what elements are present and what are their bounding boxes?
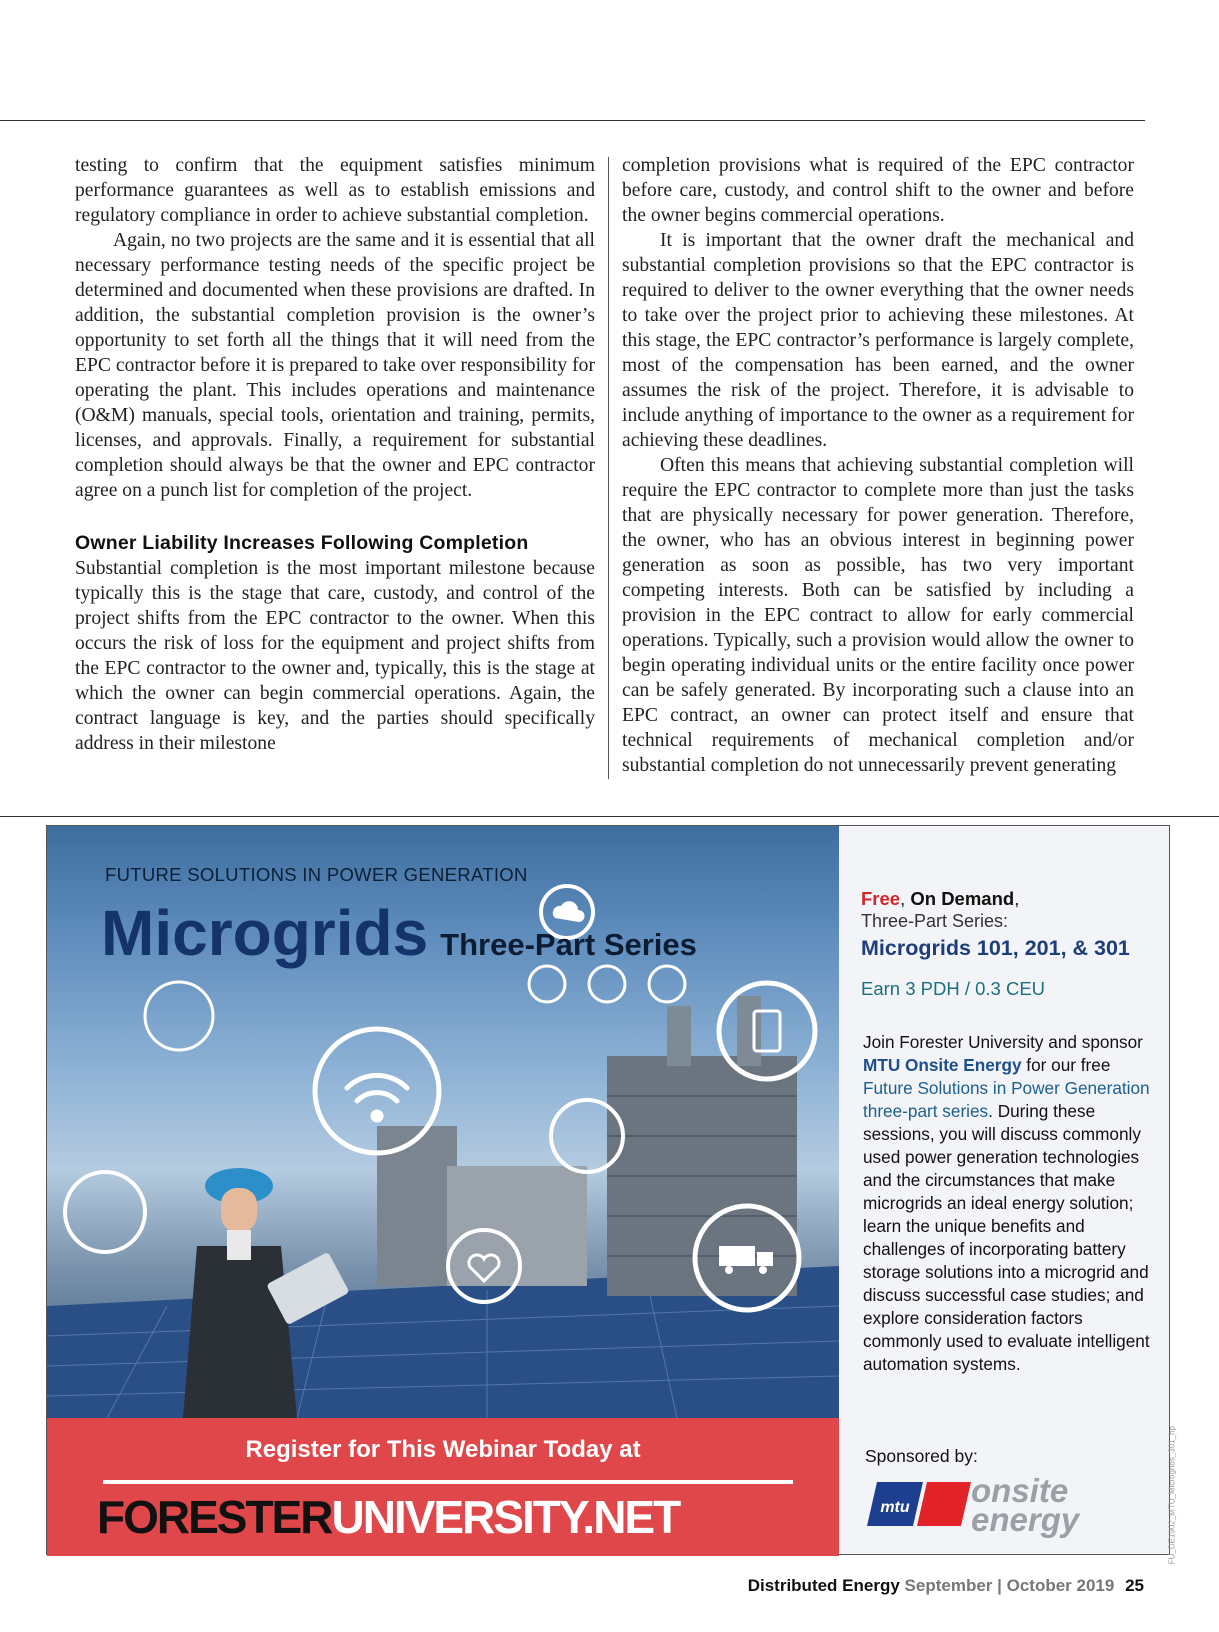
- ad-info-panel: [839, 826, 1176, 1565]
- ad-register-banner[interactable]: [47, 1418, 839, 1556]
- ad-code: FU_DE1902_MTU_Microgrids_301_hp: [1167, 1426, 1176, 1565]
- ad-free: Free: [861, 888, 901, 909]
- logo-onsite-energy-text: [971, 1472, 1080, 1538]
- building-icon-ring: [65, 1172, 145, 1252]
- ad-separator-rule: [0, 816, 1219, 817]
- mtu-onsite-energy-logo: [867, 1472, 1107, 1542]
- article-paragraph: completion provisions what is required of the EPC contractor before care, custody, and control shift to the owner and before the owner begins commercial operations.: [622, 155, 1134, 226]
- gear-icon-ring: [145, 982, 213, 1050]
- webinar-advertisement[interactable]: [46, 825, 1176, 1565]
- top-rule: [0, 120, 1145, 121]
- ad-free-line: Free, On Demand,: [861, 888, 1020, 909]
- mtu-logo-icon: [867, 1482, 971, 1526]
- ad-banner-rule: [103, 1480, 793, 1484]
- ad-title-main: Microgrids: [101, 897, 429, 969]
- ad-body-text: Join Forester University and sponsor: [863, 1032, 1143, 1052]
- article-paragraph: Again, no two projects are the same and it is essential that all necessary performance testing needs of the specific project be determined and documented when these provisions are drafted. In addition, the substantial completion provision is the owner’s opportunity to set forth all the things that it will need from the EPC contractor before it is prepared to take over responsibility for operating the plant. This includes operations and maintenance (O&M) manuals, special tools, orientation and training, permits, licenses, and approvals. Finally, a requirement for substantial completion should always be that the owner and EPC contractor agree on a punch list for completion of the project.: [75, 230, 595, 501]
- wifi-icon: [347, 1075, 407, 1120]
- ad-body-text: . During these sessions, you will discuss commonly used power generation technologies and the circumstances that make microgrids an ideal energy solution; learn the unique benefits and challenges of incorporating battery storage solutions into a microgrid and discuss successful case studies; and explore consideration factors commonly used to evaluate intelligent automation systems.: [863, 1101, 1150, 1374]
- footer-magazine: Distributed Energy: [747, 1576, 900, 1595]
- article-column-left: [75, 153, 595, 756]
- plant-stack: [667, 1006, 691, 1066]
- page-footer: [748, 1576, 1144, 1596]
- plant-stack: [737, 996, 761, 1066]
- article-paragraph: Often this means that achieving substantial completion will require the EPC contractor to complete more than just the tasks that are physically necessary for power generation. Therefore, the owner, who has an obvious interest in beginning power generation as soon as possible, has two very important competing interests. Both can be satisfied by including a provision in the EPC contract to allow for early commercial operations. Typically, such a provision would allow the owner to begin operating individual units or the entire facility once power can be safely generated. By incorporating such a clause into an EPC contract, an owner can protect itself and ensure that technical requirements of mechanical completion and/or substantial completion do not unnecessarily prevent generating: [622, 455, 1134, 776]
- ad-url-forester: FORESTER: [97, 1491, 332, 1543]
- ad-sponsored-by: Sponsored by:: [865, 1446, 978, 1466]
- ad-series-link[interactable]: Future Solutions in Power Generation three-part series: [863, 1078, 1150, 1121]
- ad-register-text: Register for This Webinar Today at: [245, 1436, 641, 1463]
- ad-sponsor-name: MTU Onsite Energy: [863, 1055, 1022, 1075]
- ad-description: [863, 1031, 1155, 1376]
- article-paragraph: It is important that the owner draft the mechanical and substantial completion provisions so that the EPC contractor is required to deliver to the owner everything that the owner needs to take over the project prior to achieving these milestones. At this stage, the EPC contractor’s performance is largely complete, most of the compensation has been earned, and the owner assumes the risk of the project. Therefore, it is advisable to include anything of importance to the owner as a requirement for achieving these deadlines.: [622, 230, 1134, 451]
- logo-onsite: onsite: [971, 1472, 1069, 1509]
- ad-series-label: Three-Part Series:: [861, 911, 1009, 931]
- ad-title: [101, 898, 697, 980]
- ad-title-sub: Three-Part Series: [440, 927, 697, 962]
- ad-url-link[interactable]: [97, 1490, 679, 1544]
- article-paragraph: Substantial completion is the most important milestone because typically this is the stage that care, custody, and control of the project shifts from the EPC contractor to the owner. When this occurs the risk of loss for the equipment and project shifts from the EPC contractor to the owner and, typically, this is the stage at which the owner can begin commercial operations. Again, the contract language is key, and the parties should specifically address in their milestone: [75, 558, 595, 754]
- article-paragraph: testing to confirm that the equipment satisfies minimum performance guarantees as well as to establish emissions and regulatory compliance in order to achieve substantial completion.: [75, 155, 595, 226]
- ad-url-university: UNIVERSITY.NET: [331, 1491, 680, 1543]
- page-number: 25: [1125, 1576, 1144, 1595]
- ad-course-title: Microgrids 101, 201, & 301: [861, 936, 1130, 960]
- article-column-right: [622, 153, 1134, 778]
- plant-building: [447, 1166, 587, 1286]
- ad-hero-image: [47, 826, 839, 1418]
- logo-mtu-text: mtu: [880, 1499, 910, 1516]
- ad-kicker: FUTURE SOLUTIONS IN POWER GENERATION: [105, 864, 528, 885]
- column-divider: [608, 157, 609, 779]
- footer-date: September | October 2019: [904, 1576, 1115, 1595]
- ad-credits: Earn 3 PDH / 0.3 CEU: [861, 978, 1046, 999]
- article-subhead: Owner Liability Increases Following Completion: [75, 532, 529, 554]
- ad-body-text: for our free: [1021, 1055, 1111, 1075]
- logo-energy: energy: [971, 1501, 1080, 1538]
- ad-on-demand: On Demand: [910, 888, 1015, 909]
